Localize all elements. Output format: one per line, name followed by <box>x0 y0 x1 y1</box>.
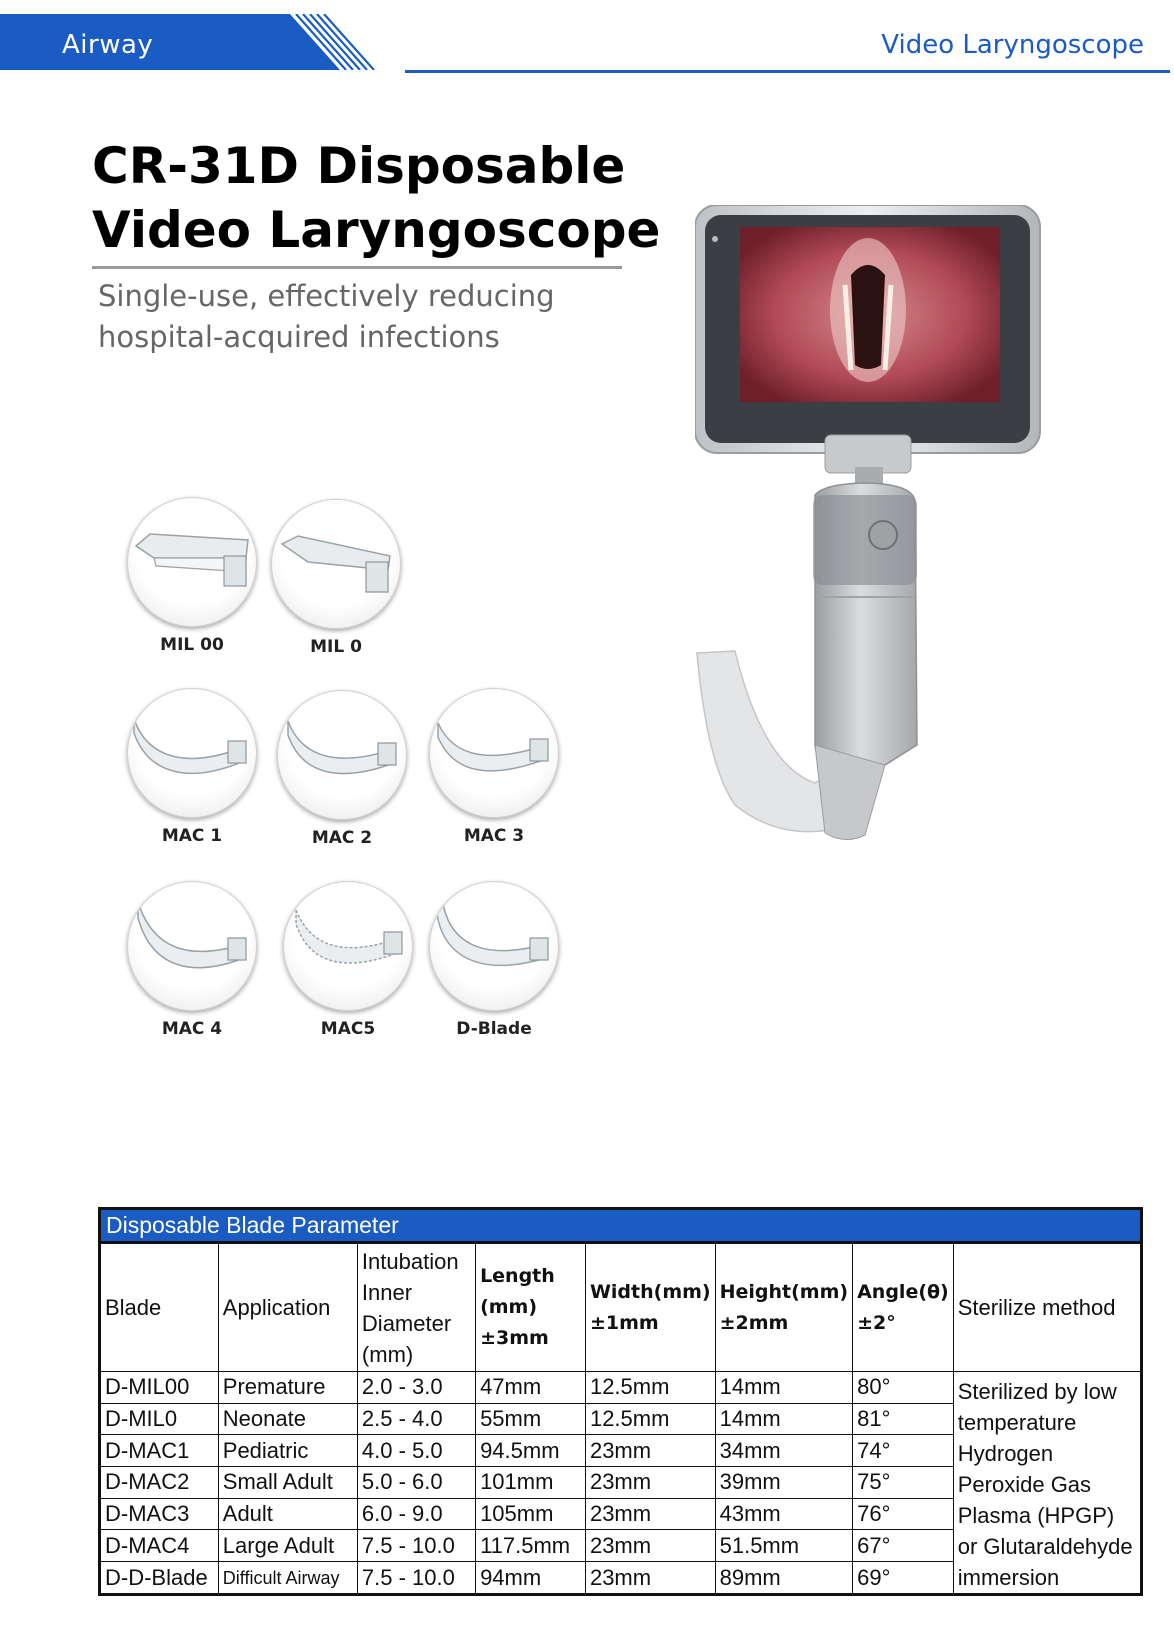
cell-diameter: 4.0 - 5.0 <box>357 1435 475 1467</box>
cell-application: Neonate <box>218 1403 357 1435</box>
cell-diameter: 2.5 - 4.0 <box>357 1403 475 1435</box>
cell-length: 47mm <box>476 1372 586 1404</box>
blade-label: D-Blade <box>456 1019 532 1039</box>
blade-mac2-image <box>277 690 407 820</box>
cell-blade: D-D-Blade <box>100 1562 219 1595</box>
section-tab <box>0 14 375 70</box>
header-diameter: Intubation Inner Diameter (mm) <box>357 1243 475 1372</box>
blade-label: MAC 2 <box>311 828 373 848</box>
cell-application: Difficult Airway <box>218 1562 357 1595</box>
cell-application: Pediatric <box>218 1435 357 1467</box>
cell-diameter: 7.5 - 10.0 <box>357 1530 475 1562</box>
table-row <box>100 1372 1142 1404</box>
cell-width: 23mm <box>585 1562 715 1595</box>
product-tagline <box>98 276 555 358</box>
category-title: Video Laryngoscope <box>881 30 1144 60</box>
cell-diameter: 5.0 - 6.0 <box>357 1467 475 1499</box>
cell-application: Large Adult <box>218 1530 357 1562</box>
cell-angle: 80° <box>853 1372 954 1404</box>
cell-length: 55mm <box>476 1403 586 1435</box>
cell-sterilization-method: Sterilized by low temperature Hydrogen Peroxide Gas Plasma (HPGP) or Glutaraldehyde immersion <box>953 1372 1141 1595</box>
cell-width: 23mm <box>585 1467 715 1499</box>
blade-thumb-mac5 <box>278 881 418 1039</box>
blade-label: MAC 3 <box>463 826 525 846</box>
cell-diameter: 7.5 - 10.0 <box>357 1562 475 1595</box>
blade-mil00-image <box>127 497 257 627</box>
blade-thumb-mac4 <box>122 881 262 1039</box>
cell-blade: D-MAC4 <box>100 1530 219 1562</box>
blade-mac4-image <box>127 881 257 1011</box>
product-tagline-line2: hospital-acquired infections <box>98 320 500 354</box>
cell-width: 12.5mm <box>585 1372 715 1404</box>
blade-label: MIL 0 <box>310 637 362 657</box>
section-tab-shape <box>0 14 375 70</box>
cell-angle: 74° <box>853 1435 954 1467</box>
cell-blade: D-MIL0 <box>100 1403 219 1435</box>
cell-blade: D-MAC2 <box>100 1467 219 1499</box>
blade-thumb-mac3 <box>424 688 564 846</box>
blade-mac1-image <box>127 688 257 818</box>
blade-mac5-image <box>283 881 413 1011</box>
header-application: Application <box>218 1243 357 1372</box>
cell-length: 117.5mm <box>476 1530 586 1562</box>
cell-blade: D-MAC1 <box>100 1435 219 1467</box>
cell-height: 51.5mm <box>715 1530 852 1562</box>
cell-angle: 67° <box>853 1530 954 1562</box>
cell-angle: 76° <box>853 1498 954 1530</box>
blade-thumb-mac2 <box>272 690 412 848</box>
cell-application: Small Adult <box>218 1467 357 1499</box>
header-blade: Blade <box>100 1243 219 1372</box>
product-title <box>92 134 660 262</box>
product-title-line2: Video Laryngoscope <box>92 201 661 259</box>
header-width: Width(mm)±1mm <box>585 1243 715 1372</box>
blade-mac3-image <box>429 688 559 818</box>
product-title-line1: CR-31D Disposable <box>92 137 626 195</box>
cell-diameter: 6.0 - 9.0 <box>357 1498 475 1530</box>
cell-height: 14mm <box>715 1403 852 1435</box>
cell-angle: 75° <box>853 1467 954 1499</box>
blade-label: MAC5 <box>320 1019 376 1039</box>
blade-label: MAC 1 <box>161 826 223 846</box>
cell-height: 43mm <box>715 1498 852 1530</box>
cell-angle: 69° <box>853 1562 954 1595</box>
cell-angle: 81° <box>853 1403 954 1435</box>
blade-thumb-mac1 <box>122 688 262 846</box>
header-sterilize: Sterilize method <box>953 1243 1141 1372</box>
cell-length: 94mm <box>476 1562 586 1595</box>
blade-thumb-mil0 <box>266 499 406 657</box>
cell-width: 23mm <box>585 1530 715 1562</box>
cell-diameter: 2.0 - 3.0 <box>357 1372 475 1404</box>
cell-length: 94.5mm <box>476 1435 586 1467</box>
cell-width: 23mm <box>585 1435 715 1467</box>
header-length: Length (mm)±3mm <box>476 1243 586 1372</box>
product-tagline-line1: Single-use, effectively reducing <box>98 279 555 313</box>
cell-height: 89mm <box>715 1562 852 1595</box>
header-rule <box>405 70 1170 73</box>
cell-width: 12.5mm <box>585 1403 715 1435</box>
header-height: Height(mm)±2mm <box>715 1243 852 1372</box>
cell-application: Adult <box>218 1498 357 1530</box>
blade-dblade-image <box>429 881 559 1011</box>
section-label: Airway <box>62 30 154 60</box>
table-header-row <box>100 1243 1142 1372</box>
cell-length: 105mm <box>476 1498 586 1530</box>
cell-length: 101mm <box>476 1467 586 1499</box>
cell-application: Premature <box>218 1372 357 1404</box>
blade-label: MAC 4 <box>161 1019 223 1039</box>
laryngoscope-device-image <box>695 205 1075 885</box>
title-underline <box>92 266 622 269</box>
blade-parameter-table <box>98 1207 1143 1596</box>
cell-blade: D-MIL00 <box>100 1372 219 1404</box>
table-caption: Disposable Blade Parameter <box>100 1209 1142 1243</box>
blade-thumb-mil00 <box>122 497 262 655</box>
header-angle: Angle(θ) ±2° <box>853 1243 954 1372</box>
blade-thumb-dblade <box>424 881 564 1039</box>
cell-height: 14mm <box>715 1372 852 1404</box>
cell-height: 39mm <box>715 1467 852 1499</box>
blade-label: MIL 00 <box>160 635 224 655</box>
blade-mil0-image <box>271 499 401 629</box>
cell-width: 23mm <box>585 1498 715 1530</box>
cell-blade: D-MAC3 <box>100 1498 219 1530</box>
cell-height: 34mm <box>715 1435 852 1467</box>
